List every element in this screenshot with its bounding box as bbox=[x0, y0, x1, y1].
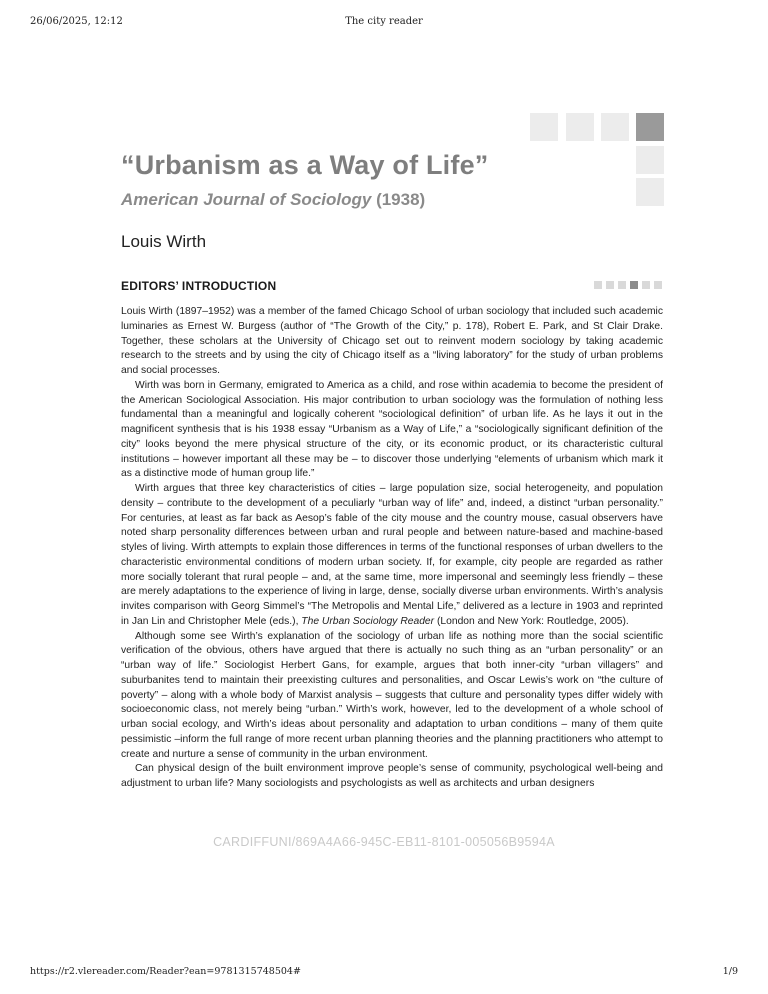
ornament-square bbox=[606, 281, 614, 289]
section-heading: EDITORS’ INTRODUCTION bbox=[121, 279, 277, 293]
print-page-title: The city reader bbox=[345, 16, 423, 27]
paragraph: Wirth was born in Germany, emigrated to America as a child, and rose within academia to become the president of the American Sociological Association. His major contribution to urban sociology was the formulation of nothing less fundamental than a meaningful and logically coherent “sociological definition” of urban life. As he lays it out in the magnificent synthesis that is his 1938 essay “Urbanism as a Way of Life,” a “sociologically significant definition of the city” looks beyond the mere physical structure of the city, or its economic product, or its characteristic cultural institutions – however important all these may be – to discover those underlying “elements of urbanism which mark it as a distinctive mode of human group life.” bbox=[121, 379, 663, 480]
print-datetime: 26/06/2025, 12:12 bbox=[30, 16, 123, 27]
ornament-square bbox=[618, 281, 626, 289]
deco-square bbox=[530, 113, 558, 141]
page-number: 1/9 bbox=[722, 966, 738, 977]
chapter-title: “Urbanism as a Way of Life” bbox=[121, 150, 489, 180]
paragraph-text: (London and New York: Routledge, 2005). bbox=[434, 615, 629, 627]
ornament-square bbox=[642, 281, 650, 289]
intro-body bbox=[121, 305, 663, 792]
deco-square bbox=[636, 178, 664, 206]
journal-name: American Journal of Sociology bbox=[121, 190, 372, 209]
print-footer bbox=[0, 966, 768, 980]
journal-year: (1938) bbox=[376, 190, 426, 209]
paragraph bbox=[121, 482, 663, 630]
ornament-square bbox=[594, 281, 602, 289]
deco-square bbox=[566, 113, 594, 141]
paragraph: Can physical design of the built environment improve people’s sense of community, psychological well-being and adjustment to urban life? Many sociologists and psychologists as well as architects and urban designers bbox=[121, 763, 663, 789]
deco-square-dark bbox=[636, 113, 664, 141]
print-header bbox=[0, 16, 768, 30]
deco-square bbox=[601, 113, 629, 141]
book-title: The Urban Sociology Reader bbox=[301, 615, 435, 627]
chapter-author: Louis Wirth bbox=[121, 232, 207, 251]
ornament-square-dark bbox=[630, 281, 638, 289]
journal-citation bbox=[121, 190, 425, 210]
paragraph: Louis Wirth (1897–1952) was a member of the famed Chicago School of urban sociology that included such academic luminaries as Ernest W. Burgess (author of “The Growth of the City,” p. 178), Robert E. Park, and St Clair Drake. Together, these scholars at the University of Chicago set out to reinvent modern sociology by taking academic research to the streets and by using the city of Chicago itself as a “living laboratory” for the study of urban problems and social processes. bbox=[121, 306, 663, 376]
paragraph: Although some see Wirth’s explanation of the sociology of urban life as nothing more than the social scientific verification of the obvious, others have argued that there is actually no such thing as an “urban personality” or an “urban way of life.” Sociologist Herbert Gans, for example, argues that both inner-city “urban villagers” and suburbanites tend to maintain their preexisting cultures and personalities, and Oscar Lewis’s work on “the culture of poverty” – along with a whole body of Marxist analysis – suggests that culture and personality types differ widely with socioeconomic class, not merely being “urban.” Wirth’s work, however, led to the development of a whole school of urban social ecology, and Wirth’s ideas about personality and adaptation to urban conditions – many of them quite pessimistic –inform the full range of more recent urban planning theories and the planning practitioners who attempt to create and nurture a sense of community in the urban environment. bbox=[121, 630, 663, 760]
paragraph-text: Wirth argues that three key characteristics of cities – large population size, social heterogeneity, and population density – contribute to the development of a peculiarly “urban way of life” and, indeed, a distinct “urban personality.” For centuries, at least as far back as Aesop’s fable of the city mouse and the country mouse, casual observers have noted sharp personality differences between urban and rural people and between nature-based and machine-based styles of living. Wirth attempts to explain those differences in terms of the functional responses of urban dwellers to the characteristic environmental conditions of modern urban society. If, for example, city people are regarded as rather more socially tolerant that rural people – and, at the same time, more impersonal and seemingly less friendly – these are merely adaptations to the experience of living in large, dense, socially diverse urban environments. Wirth’s analysis invites comparison with Georg Simmel’s “The Metropolis and Mental Life,” delivered as a lecture in 1903 and reprinted in Jan Lin and Christopher Mele (eds.), bbox=[121, 483, 663, 627]
section-ornament bbox=[594, 281, 664, 289]
deco-square bbox=[636, 146, 664, 174]
ornament-square bbox=[654, 281, 662, 289]
print-url: https://r2.vlereader.com/Reader?ean=9781315748504# bbox=[30, 966, 301, 977]
watermark: CARDIFFUNI/869A4A66-945C-EB11-8101-005056B9594A bbox=[213, 835, 555, 849]
